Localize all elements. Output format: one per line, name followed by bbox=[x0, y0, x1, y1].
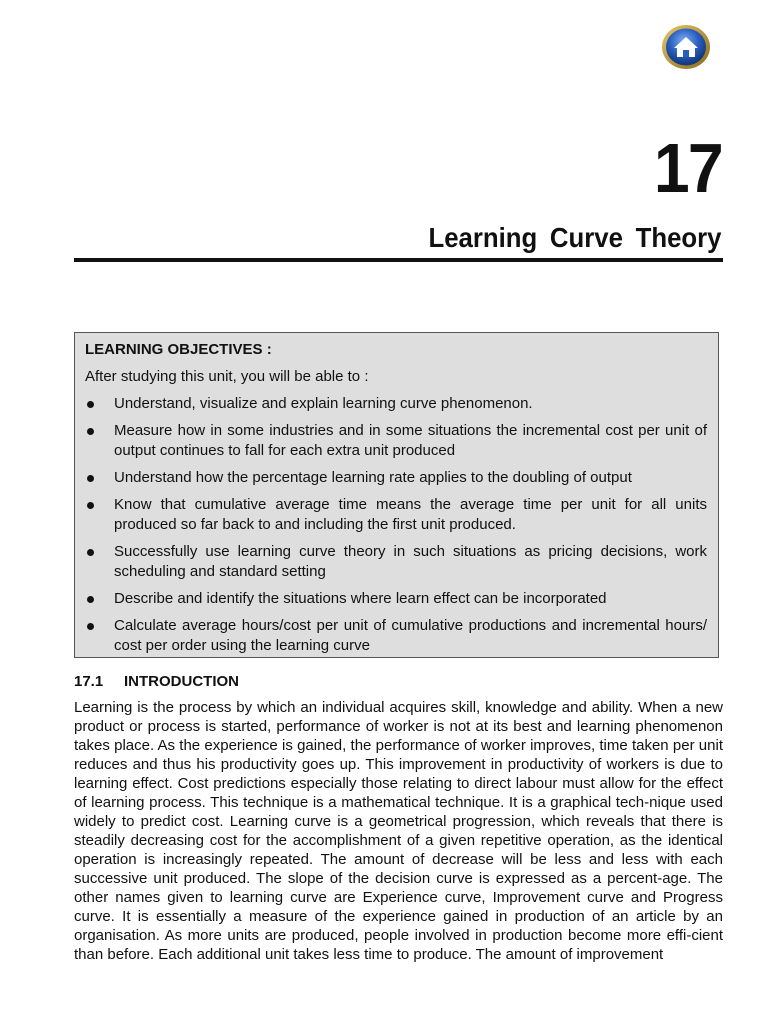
objective-item bbox=[85, 616, 707, 656]
introduction-paragraph: Learning is the process by which an individual acquires skill, knowledge and ability. When a new product or process is started, performance of worker is not at its best and learning phenomenon takes place. As the experience is gained, the performance of worker improves, time taken per unit reduces and thus his productivity goes up. This improvement in productivity of workers is due to learning effect. Cost predictions especially those relating to direct labour must allow for the effect of learning process. This technique is a mathematical technique. It is a graphical tech-nique used widely to predict cost. Learning curve is a geometrical progression, which reveals that there is steadily decreasing cost for the accomplishment of a given repetitive operation, as the identical operation is increasingly repeated. The amount of decrease will be less and less with each successive unit produced. The slope of the decision curve is expressed as a percent-age. The other names given to learning curve are Experience curve, Improvement curve and Progress curve. It is essentially a measure of the experience gained in production of an article by an organisation. As more units are produced, people involved in production become more effi-cient than before. Each additional unit takes less time to produce. The amount of improvement bbox=[74, 699, 723, 963]
objective-item bbox=[85, 394, 707, 414]
chapter-number: 17 bbox=[654, 129, 722, 207]
bullet-icon bbox=[87, 623, 94, 630]
objective-text: Understand, visualize and explain learning curve phenomenon. bbox=[114, 395, 533, 412]
objective-text: Describe and identify the situations where learn effect can be incorporated bbox=[114, 590, 607, 607]
chapter-title: Learning Curve Theory bbox=[428, 222, 722, 253]
learning-objectives-box bbox=[74, 332, 719, 658]
objective-text: Know that cumulative average time means the average time per unit for all units produced so far back to and including the first unit produced. bbox=[114, 496, 707, 533]
section-number: 17.1 bbox=[74, 673, 104, 690]
bullet-icon bbox=[87, 475, 94, 482]
section-title: INTRODUCTION bbox=[124, 673, 239, 690]
objective-text: Measure how in some industries and in some situations the incremental cost per unit of output continues to fall for each extra unit produced bbox=[114, 422, 707, 459]
objective-text: Successfully use learning curve theory in such situations as pricing decisions, work scheduling and standard setting bbox=[114, 543, 707, 580]
objective-item bbox=[85, 542, 707, 582]
home-button[interactable] bbox=[661, 24, 711, 70]
bullet-icon bbox=[87, 549, 94, 556]
home-icon bbox=[661, 24, 711, 70]
objective-text: Understand how the percentage learning rate applies to the doubling of output bbox=[114, 469, 632, 486]
title-divider bbox=[74, 258, 723, 262]
section-heading bbox=[74, 672, 239, 692]
objective-item bbox=[85, 589, 707, 609]
bullet-icon bbox=[87, 401, 94, 408]
objectives-heading: LEARNING OBJECTIVES : bbox=[85, 341, 272, 358]
objective-text: Calculate average hours/cost per unit of cumulative productions and incremental hours/ cost per order using the learning curve bbox=[114, 617, 707, 654]
objective-item bbox=[85, 468, 707, 488]
objectives-intro: After studying this unit, you will be able to : bbox=[85, 368, 369, 385]
objective-item bbox=[85, 421, 707, 461]
bullet-icon bbox=[87, 428, 94, 435]
objectives-list bbox=[85, 394, 707, 656]
bullet-icon bbox=[87, 596, 94, 603]
objective-item bbox=[85, 495, 707, 535]
bullet-icon bbox=[87, 502, 94, 509]
